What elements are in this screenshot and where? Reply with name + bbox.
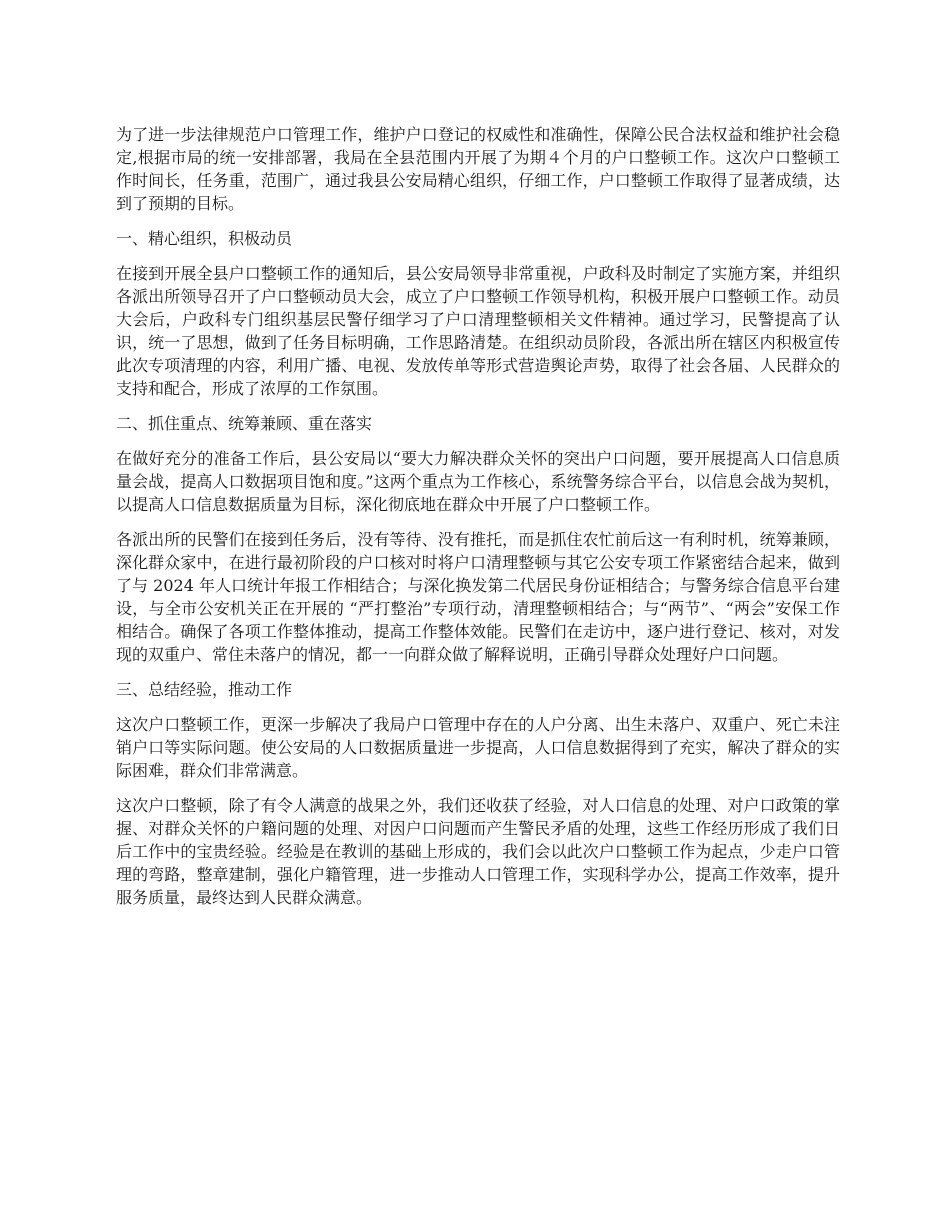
section-1-paragraph-1: 在接到开展全县户口整顿工作的通知后，县公安局领导非常重视，户政科及时制定了实施方案，并组织各派出所领导召开了户口整顿动员大会，成立了户口整顿工作领导机构，积极开展户口整顿工作。动员大会后，户政科专门组织基层民警仔细学习了户口清理整顿相关文件精神。通过学习，民警提高了认识，统一了思想，做到了任务目标明确，工作思路清楚。在组织动员阶段，各派出所在辖区内积极宣传此次专项清理的内容，利用广播、电视、发放传单等形式营造舆论声势，取得了社会各届、人民群众的支持和配合，形成了浓厚的工作氛围。 [116,264,840,398]
section-3-paragraph-1: 这次户口整顿工作，更深一步解决了我局户口管理中存在的人户分离、出生未落户、双重户、死亡未注销户口等实际问题。使公安局的人口数据质量进一步提高，人口信息数据得到了充实，解决了群众的实际困难，群众们非常满意。 [116,715,840,780]
document-page [116,123,840,921]
section-2-heading: 二、抓住重点、统筹兼顾、重在落实 [116,414,373,433]
section-3-heading: 三、总结经验，推动工作 [116,680,293,699]
section-2-paragraph-1: 在做好充分的准备工作后，县公安局以“要大力解决群众关怀的突出户口问题，要开展提高人口信息质量会战，提高人口数据项目饱和度。”这两个重点为工作核心，系统警务综合平台，以信息会战为契机，以提高人口信息数据质量为目标，深化彻底地在群众中开展了户口整顿工作。 [116,449,840,514]
section-3-paragraph-2: 这次户口整顿，除了有令人满意的战果之外，我们还收获了经验，对人口信息的处理、对户口政策的掌握、对群众关怀的户籍问题的处理、对因户口问题而产生警民矛盾的处理，这些工作经历形成了我们日后工作中的宝贵经验。经验是在教训的基础上形成的，我们会以此次户口整顿工作为起点，少走户口管理的弯路，整章建制，强化户籍管理，进一步推动人口管理工作，实现科学办公，提高工作效率，提升服务质量，最终达到人民群众满意。 [116,796,840,907]
section-2-paragraph-2: 各派出所的民警们在接到任务后，没有等待、没有推托，而是抓住农忙前后这一有利时机，统筹兼顾，深化群众家中，在进行最初阶段的户口核对时将户口清理整顿与其它公安专项工作紧密结合起来，做到了与 2024 年人口统计年报工作相结合；与深化换发第二代居民身份证相结合；与警务综合信息平台建设，与全市公安机关正在开展的 “严打整治”专项行动，清理整顿相结合；与“两节”、“两会”安保工作相结合。确保了各项工作整体推动，提高工作整体效能。民警们在走访中，逐户进行登记、核对，对发现的双重户、常住未落户的情况，都一一向群众做了解释说明，正确引导群众处理好户口问题。 [116,530,840,664]
intro-paragraph: 为了进一步法律规范户口管理工作，维护户口登记的权威性和准确性，保障公民合法权益和维护社会稳定,根据市局的统一安排部署，我局在全县范围内开展了为期４个月的户口整顿工作。这次户口整顿工作时间长，任务重，范围广，通过我县公安局精心组织，仔细工作，户口整顿工作取得了显著成绩，达到了预期的目标。 [116,125,840,213]
section-1-heading: 一、精心组织，积极动员 [116,229,293,248]
